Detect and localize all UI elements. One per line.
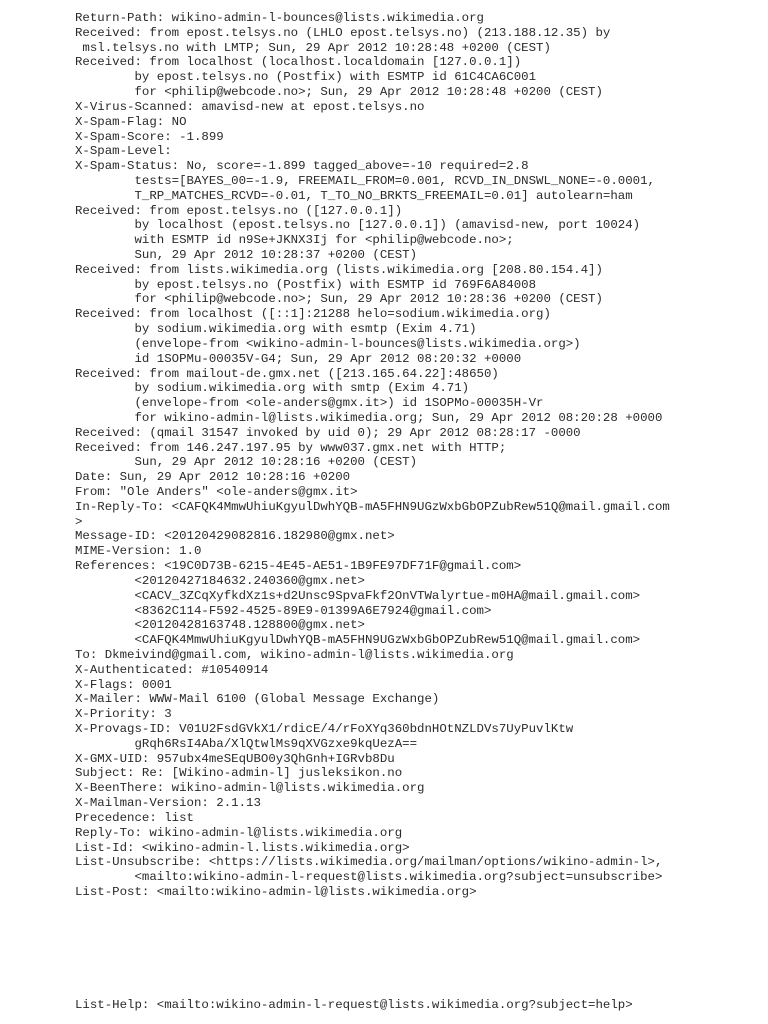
header-line: X-Spam-Level: (75, 144, 172, 159)
email-headers (75, 11, 765, 1013)
header-line: msl.telsys.no with LMTP; Sun, 29 Apr 2012 10:28:48 +0200 (CEST) (75, 40, 551, 55)
header-line: Received: from 146.247.197.95 by www037.gmx.net with HTTP; (75, 440, 507, 455)
header-line: References: <19C0D73B-6215-4E45-AE51-1B9FE97DF71F@gmail.com> (75, 559, 522, 574)
header-line: Subject: Re: [Wikino-admin-l] jusleksikon.no (75, 766, 403, 781)
header-line: Received: from epost.telsys.no ([127.0.0.1]) (75, 203, 403, 218)
header-line: Received: from localhost (localhost.localdomain [127.0.0.1]) (75, 55, 522, 70)
header-line: X-Virus-Scanned: amavisd-new at epost.telsys.no (75, 99, 425, 114)
header-line: List-Help: <mailto:wikino-admin-l-request@lists.wikimedia.org?subject=help> (75, 997, 633, 1012)
header-line: tests=[BAYES_00=-1.9, FREEMAIL_FROM=0.001, RCVD_IN_DNSWL_NONE=-0.0001, (75, 173, 655, 188)
header-line: for <philip@webcode.no>; Sun, 29 Apr 2012 10:28:48 +0200 (CEST) (75, 85, 603, 100)
header-line: by sodium.wikimedia.org with esmtp (Exim 4.71) (75, 322, 477, 337)
header-line: To: Dkmeivind@gmail.com, wikino-admin-l@lists.wikimedia.org (75, 647, 514, 662)
header-line: <mailto:wikino-admin-l-request@lists.wikimedia.org?subject=unsubscribe> (75, 870, 663, 885)
header-line: Return-Path: wikino-admin-l-bounces@lists.wikimedia.org (75, 11, 484, 25)
blank-gap (75, 900, 765, 998)
header-line: for <philip@webcode.no>; Sun, 29 Apr 2012 10:28:36 +0200 (CEST) (75, 292, 603, 307)
header-line: List-Post: <mailto:wikino-admin-l@lists.wikimedia.org> (75, 884, 477, 899)
header-line: Date: Sun, 29 Apr 2012 10:28:16 +0200 (75, 470, 351, 485)
header-line: (envelope-from <wikino-admin-l-bounces@lists.wikimedia.org>) (75, 336, 581, 351)
header-line: Received: from localhost ([::1]:21288 helo=sodium.wikimedia.org) (75, 307, 551, 322)
header-line: by epost.telsys.no (Postfix) with ESMTP id 61C4CA6C001 (75, 70, 537, 85)
header-line: X-Priority: 3 (75, 707, 172, 722)
header-line: Received: from mailout-de.gmx.net ([213.165.64.22]:48650) (75, 366, 499, 381)
header-line: MIME-Version: 1.0 (75, 544, 202, 559)
header-line: Sun, 29 Apr 2012 10:28:16 +0200 (CEST) (75, 455, 418, 470)
header-line: <20120428163748.128800@gmx.net> (75, 618, 365, 633)
footer-block (75, 998, 765, 1013)
header-line: List-Unsubscribe: <https://lists.wikimedia.org/mailman/options/wikino-admin-l>, (75, 855, 663, 870)
header-line: X-Mailman-Version: 2.1.13 (75, 796, 261, 811)
header-line: X-GMX-UID: 957ubx4meSEqUBO0y3QhGnh+IGRvb8Du (75, 751, 395, 766)
header-line: <CACV_3ZCqXyfkdXz1s+d2Unsc9SpvaFkf2OnVTWalyrtue-m0HA@mail.gmail.com> (75, 588, 641, 603)
header-line: In-Reply-To: <CAFQK4MmwUhiuKgyulDwhYQB-mA5FHN9UGzWxbGbOPZubRew51Q@mail.gmail.com (75, 499, 670, 514)
header-line: by localhost (epost.telsys.no [127.0.0.1]) (amavisd-new, port 10024) (75, 218, 641, 233)
header-line: X-Mailer: WWW-Mail 6100 (Global Message Exchange) (75, 692, 440, 707)
header-line: gRqh6RsI4Aba/XlQtwlMs9qXVGzxe9kqUezA== (75, 736, 418, 751)
header-line: Reply-To: wikino-admin-l@lists.wikimedia.org (75, 825, 403, 840)
header-line: by sodium.wikimedia.org with smtp (Exim 4.71) (75, 381, 470, 396)
header-line: Received: from epost.telsys.no (LHLO epost.telsys.no) (213.188.12.35) by (75, 25, 611, 40)
header-line: X-BeenThere: wikino-admin-l@lists.wikimedia.org (75, 781, 425, 796)
header-line: <CAFQK4MmwUhiuKgyulDwhYQB-mA5FHN9UGzWxbGbOPZubRew51Q@mail.gmail.com> (75, 633, 641, 648)
header-line: X-Provags-ID: V01U2FsdGVkX1/rdicE/4/rFoXYq360bdnHOtNZLDVs7UyPuvlKtw (75, 722, 574, 736)
header-line: From: "Ole Anders" <ole-anders@gmx.it> (75, 485, 358, 499)
header-line: > (75, 514, 83, 529)
header-line: X-Flags: 0001 (75, 677, 172, 692)
header-line: T_RP_MATCHES_RCVD=-0.01, T_TO_NO_BRKTS_FREEMAIL=0.01] autolearn=ham (75, 188, 633, 203)
header-line: id 1SOPMu-00035V-G4; Sun, 29 Apr 2012 08:20:32 +0000 (75, 351, 522, 366)
header-line: X-Spam-Status: No, score=-1.899 tagged_above=-10 required=2.8 (75, 159, 529, 174)
header-line: Message-ID: <20120429082816.182980@gmx.net> (75, 529, 395, 544)
header-line: with ESMTP id n9Se+JKNX3Ij for <philip@webcode.no>; (75, 233, 514, 248)
header-line: X-Spam-Flag: NO (75, 114, 187, 129)
header-line: List-Id: <wikino-admin-l.lists.wikimedia.org> (75, 840, 410, 855)
header-line: Sun, 29 Apr 2012 10:28:37 +0200 (CEST) (75, 248, 418, 262)
header-line: Received: (qmail 31547 invoked by uid 0); 29 Apr 2012 08:28:17 -0000 (75, 425, 581, 440)
header-line: for wikino-admin-l@lists.wikimedia.org; Sun, 29 Apr 2012 08:20:28 +0000 (75, 410, 663, 425)
header-line: X-Authenticated: #10540914 (75, 662, 269, 677)
header-line: (envelope-from <ole-anders@gmx.it>) id 1SOPMo-00035H-Vr (75, 396, 544, 411)
header-block (75, 11, 765, 900)
header-line: Precedence: list (75, 810, 194, 825)
header-line: <20120427184632.240360@gmx.net> (75, 573, 365, 588)
header-line: by epost.telsys.no (Postfix) with ESMTP id 769F6A84008 (75, 277, 537, 292)
header-line: Received: from lists.wikimedia.org (lists.wikimedia.org [208.80.154.4]) (75, 262, 603, 277)
header-line: X-Spam-Score: -1.899 (75, 129, 224, 144)
header-line: <8362C114-F592-4525-89E9-01399A6E7924@gmail.com> (75, 603, 492, 618)
